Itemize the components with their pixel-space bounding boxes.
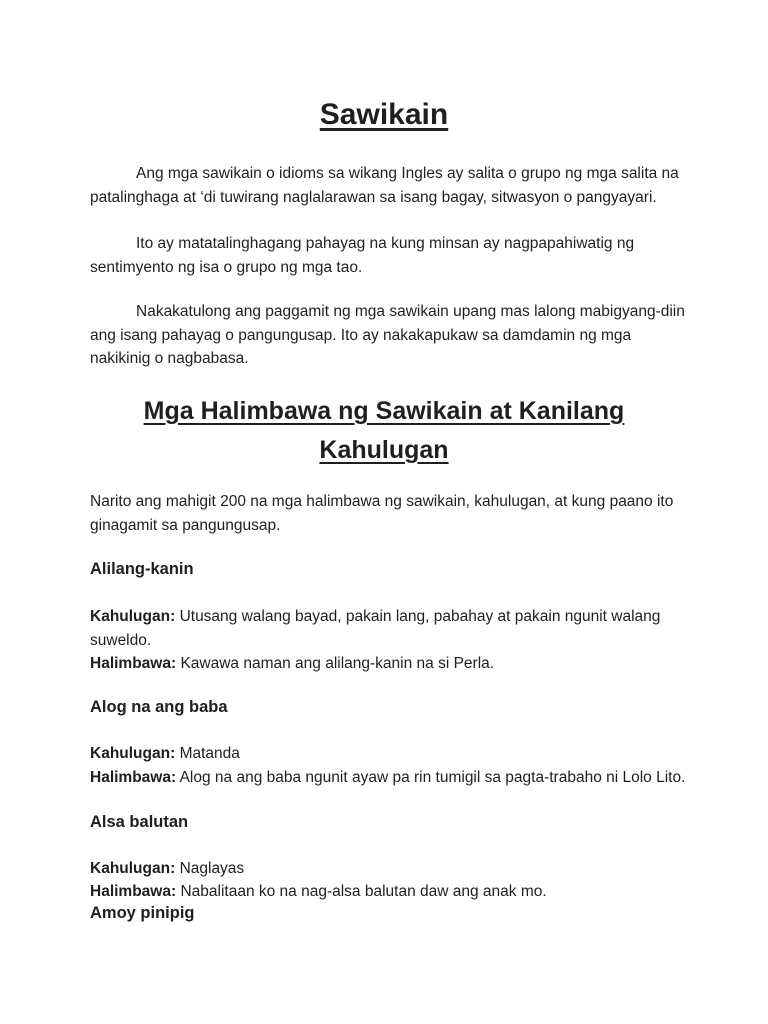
example-label: Halimbawa:	[90, 883, 177, 900]
example-label: Halimbawa:	[90, 655, 177, 672]
entry-term: Alilang-kanin	[90, 560, 194, 578]
intro-paragraph-3: Nakakatulong ang paggamit ng mga sawikain upang mas lalong mabigyang-diin ang isang pahayag o pangungusap. Ito ay nakakapukaw sa damdamin ng mga nakikinig o nagbabasa.	[90, 303, 685, 367]
meaning-text: Naglayas	[179, 860, 245, 877]
entry-meaning	[90, 742, 690, 766]
example-text: Alog na ang baba ngunit ayaw pa rin tumigil sa pagta-trabaho ni Lolo Lito.	[179, 769, 686, 786]
entry-term: Alsa balutan	[90, 813, 189, 831]
meaning-label: Kahulugan:	[90, 860, 176, 877]
meaning-text: Matanda	[179, 745, 240, 762]
meaning-text: Utusang walang bayad, pakain lang, pabahay at pakain ngunit walang suweldo.	[90, 608, 661, 649]
example-text: Kawawa naman ang alilang-kanin na si Perla.	[180, 655, 495, 672]
entry-term: Alog na ang baba	[90, 698, 228, 716]
entry-meaning	[90, 857, 690, 881]
intro-paragraph-2: Ito ay matatalinghagang pahayag na kung minsan ay nagpapahiwatig ng sentimyento ng isa o grupo ng mga tao.	[90, 235, 635, 276]
entry-example	[90, 880, 690, 904]
section-heading: Mga Halimbawa ng Sawikain at Kanilang Kahulugan	[143, 397, 625, 464]
example-text: Nabalitaan ko na nag-alsa balutan daw ang anak mo.	[180, 883, 547, 900]
section-lead: Narito ang mahigit 200 na mga halimbawa ng sawikain, kahulugan, at kung paano ito ginagamit sa pangungusap.	[90, 493, 674, 534]
example-label: Halimbawa:	[90, 769, 177, 786]
entry-example	[90, 766, 690, 790]
meaning-label: Kahulugan:	[90, 745, 176, 762]
meaning-label: Kahulugan:	[90, 608, 176, 625]
entry-meaning	[90, 605, 690, 652]
entry-term: Amoy pinipig	[90, 904, 195, 922]
entry-example	[90, 652, 690, 676]
intro-paragraph-1: Ang mga sawikain o idioms sa wikang Ingles ay salita o grupo ng mga salita na patalinghaga at ‘di tuwirang naglalarawan sa isang bagay, sitwasyon o pangyayari.	[90, 165, 679, 206]
page-title: Sawikain	[319, 98, 449, 131]
